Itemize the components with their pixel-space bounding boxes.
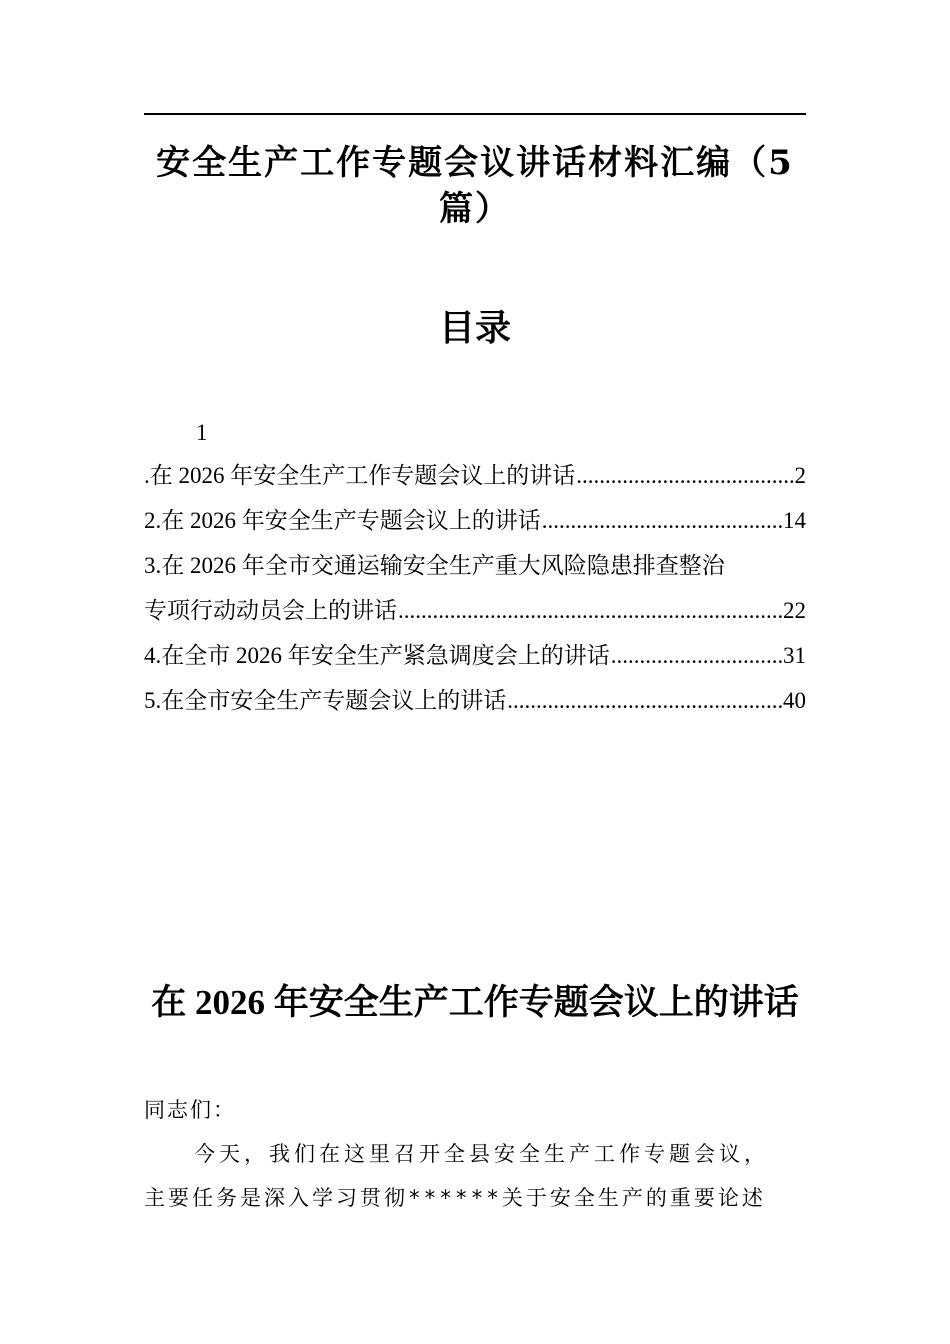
toc-entry-title: 5.在全市安全生产专题会议上的讲话 — [144, 688, 507, 713]
salutation: 同志们： — [144, 1098, 236, 1122]
toc-entry[interactable] — [144, 638, 806, 674]
toc-entry-number: 1 — [196, 420, 208, 445]
toc-heading: 目录 — [438, 307, 511, 349]
toc-entry[interactable] — [144, 458, 806, 494]
toc-leader-dots — [576, 458, 793, 494]
toc-entry-title: 专项行动动员会上的讲话 — [144, 598, 397, 623]
toc-entry-title: 3.在 2026 年全市交通运输安全生产重大风险隐患排查整治 — [144, 553, 725, 578]
toc-entry-page: 31 — [783, 643, 806, 668]
toc-leader-dots — [611, 638, 782, 674]
toc-entry-title: 2.在 2026 年安全生产专题会议上的讲话 — [144, 508, 541, 533]
section-title: 在 2026 年安全生产工作专题会议上的讲话 — [151, 983, 799, 1022]
toc-entry[interactable] — [144, 593, 806, 629]
toc-leader-dots — [542, 503, 782, 539]
paragraph-line: 主要任务是深入学习贯彻******关于安全生产的重要论述 — [144, 1186, 766, 1210]
toc-leader-dots — [398, 593, 782, 629]
toc-leader-dots — [507, 683, 782, 719]
header-rule — [144, 113, 806, 115]
toc-entry-page: 14 — [783, 508, 806, 533]
toc-entry[interactable] — [144, 503, 806, 539]
toc-entry[interactable] — [144, 548, 806, 584]
toc-entry[interactable] — [144, 683, 806, 719]
toc-entry-page: 40 — [783, 688, 806, 713]
toc-entry-title: .在 2026 年安全生产工作专题会议上的讲话 — [144, 463, 576, 488]
paragraph-line: 今天，我们在这里召开全县安全生产工作专题会议， — [194, 1142, 769, 1166]
toc-entry-title: 4.在全市 2026 年安全生产紧急调度会上的讲话 — [144, 643, 610, 668]
toc-entry-page: 2 — [794, 463, 806, 488]
document-title: 安全生产工作专题会议讲话材料汇编（5篇） — [156, 143, 794, 229]
toc-entry-page: 22 — [783, 598, 806, 623]
